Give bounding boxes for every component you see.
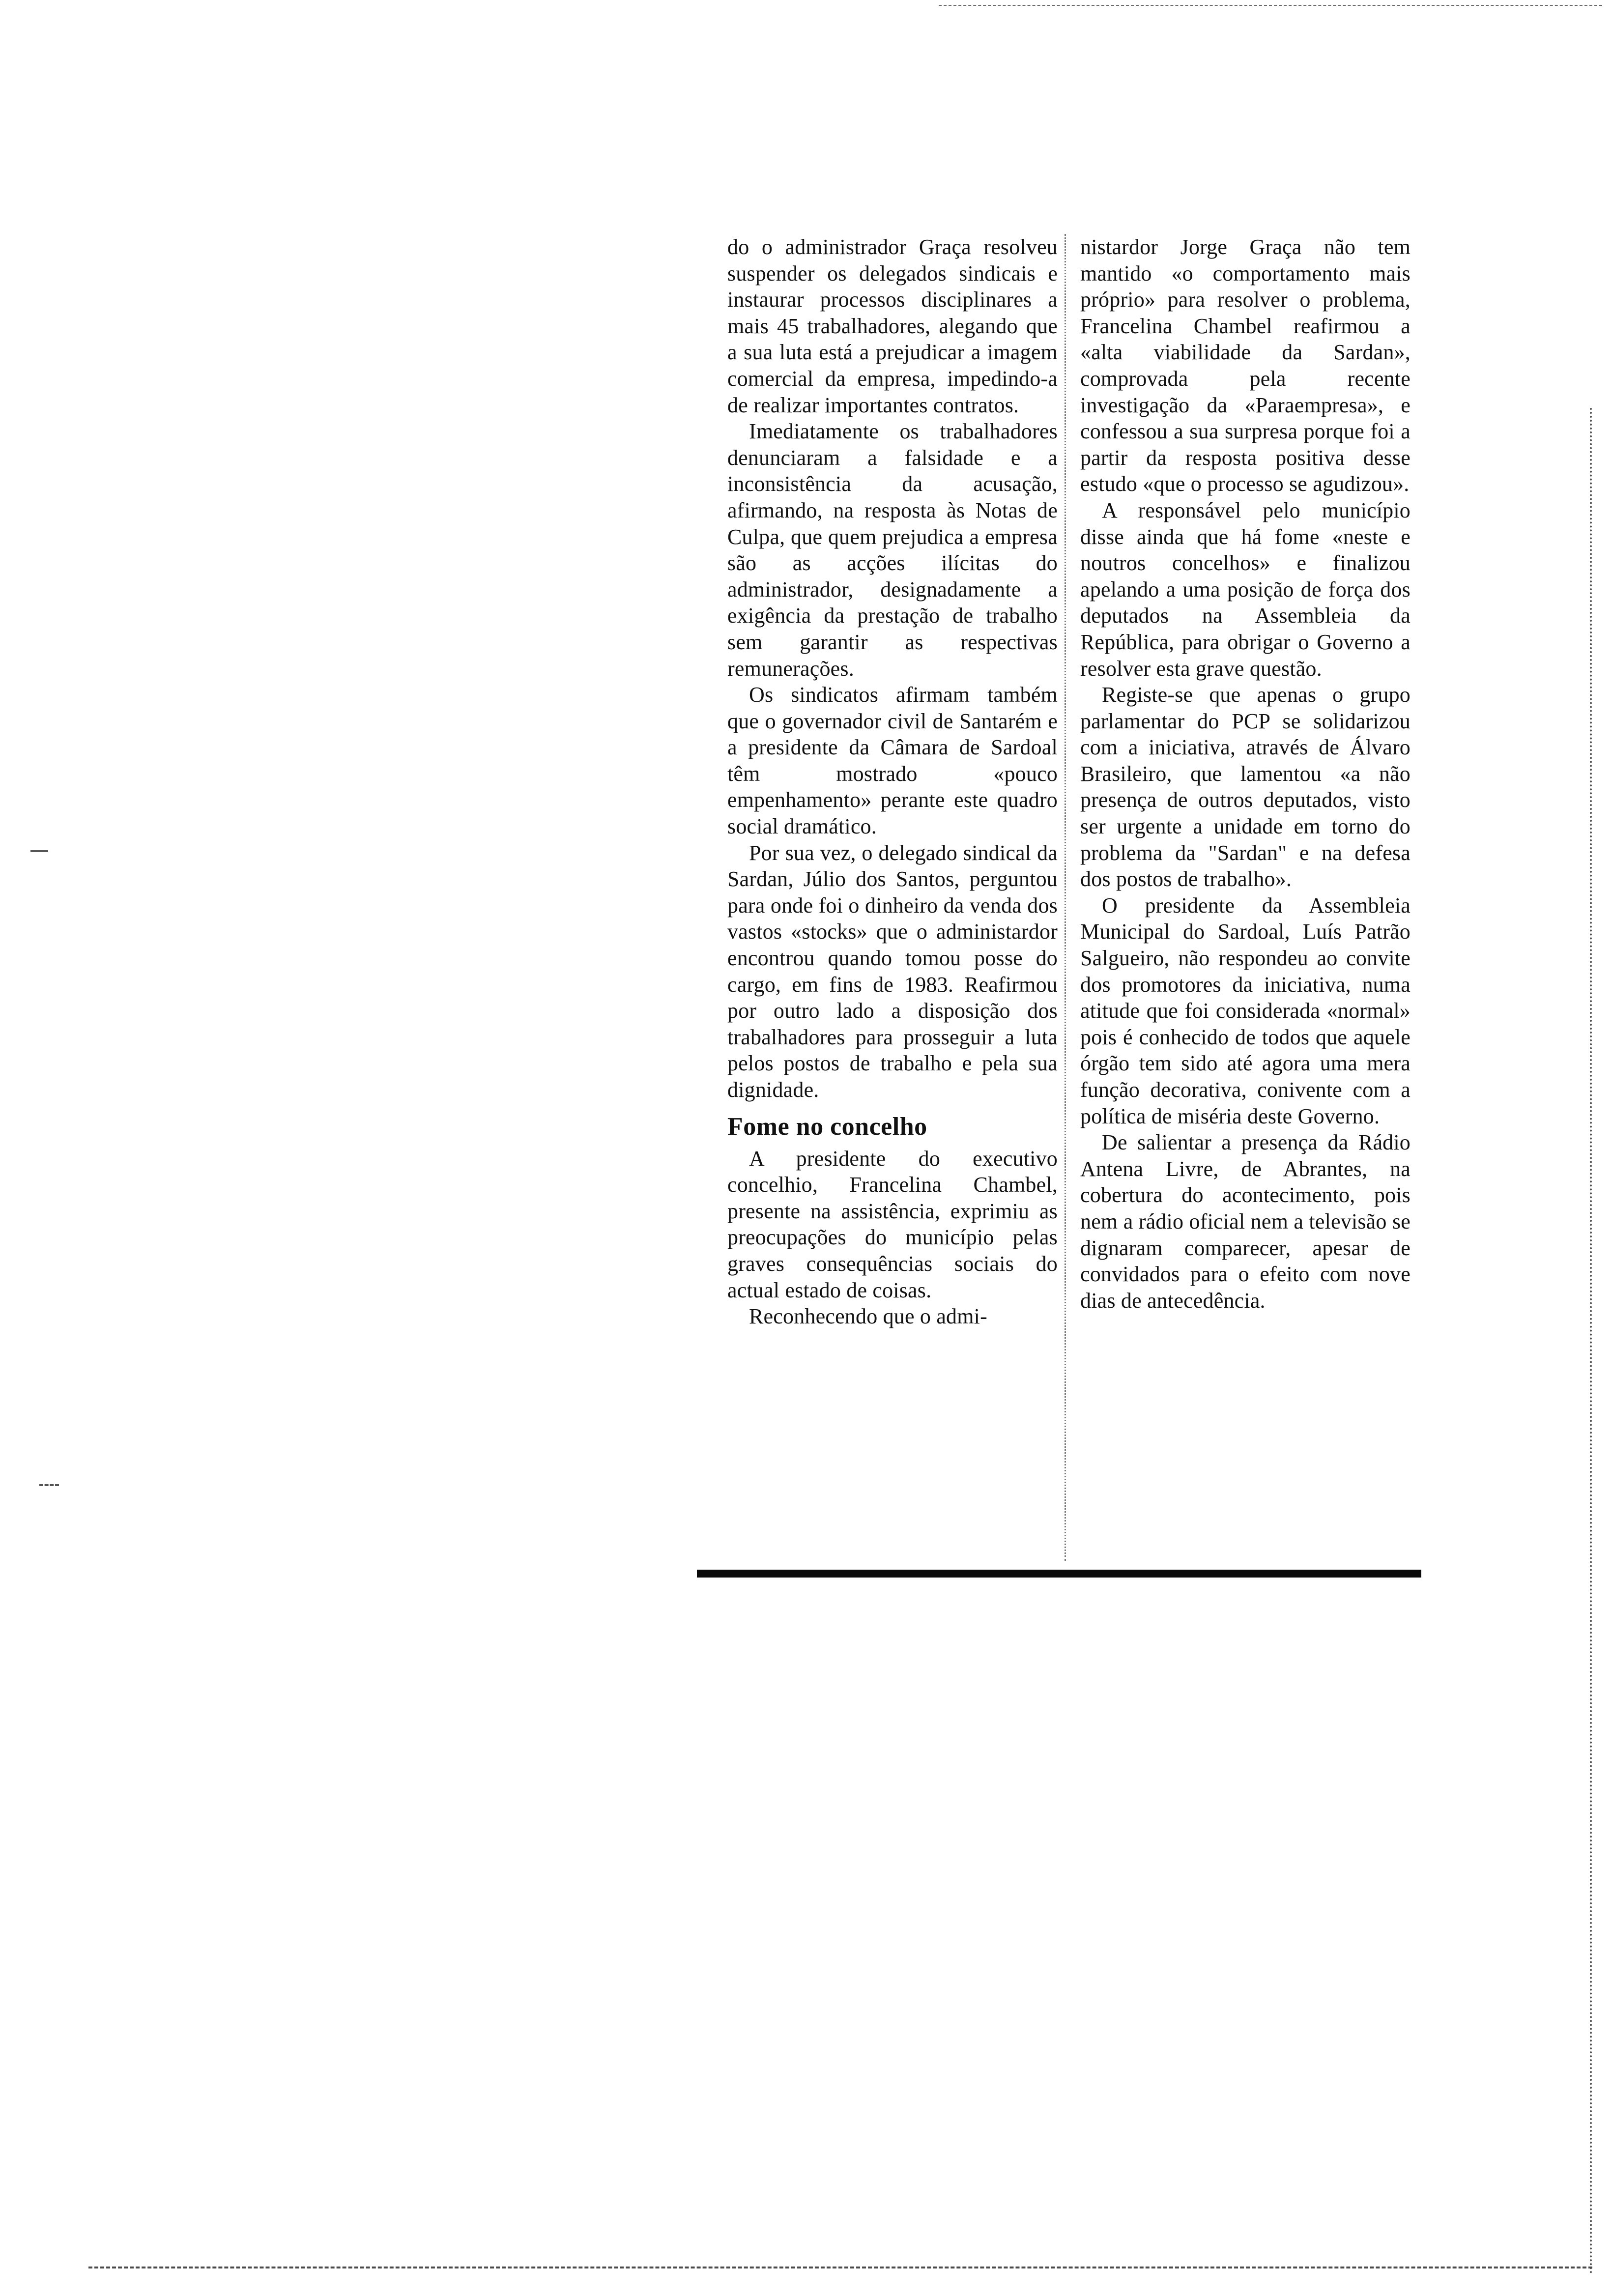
article-column-left <box>727 234 1058 1330</box>
article-paragraph: Por sua vez, o delegado sindical da Sardan, Júlio dos Santos, perguntou para onde foi o dinheiro da venda dos vastos «stocks» que o administardor encontrou quando tomou posse do cargo, em fins de 1983. Reafirmou por outro lado a disposição dos trabalhadores para prosseguir a luta pelos postos de trabalho e pela sua dignidade. <box>727 840 1058 1102</box>
scan-mark-left <box>39 1484 59 1486</box>
article-column-right <box>1080 234 1410 1314</box>
article-paragraph: De salientar a presença da Rádio Antena Livre, de Abrantes, na cobertura do acontecimento, pois nem a rádio oficial nem a televisão se dignaram comparecer, apesar de convidados para o efeito com nove dias de antecedência. <box>1080 1130 1410 1313</box>
column-divider <box>1065 234 1066 1561</box>
article-paragraph: A responsável pelo município disse ainda que há fome «neste e noutros concelhos» e finalizou apelando a uma posição de força dos deputados na Assembleia da República, para obrigar o Governo a resolver esta grave questão. <box>1080 498 1410 681</box>
article-paragraph: nistardor Jorge Graça não tem mantido «o comportamento mais próprio» para resolver o problema, Francelina Chambel reafirmou a «alta viabilidade da Sardan», comprovada pela recente investigação da «Paraempresa», e confessou a sua surpresa porque foi a partir da resposta positiva desse estudo «que o processo se agudizou». <box>1080 235 1410 496</box>
article-paragraph: A presidente do executivo concelhio, Francelina Chambel, presente na assistência, exprimiu as preocupações do município pelas graves consequências sociais do actual estado de coisas. <box>727 1146 1058 1302</box>
scan-edge-top <box>939 5 1602 6</box>
scan-mark-left <box>30 850 48 852</box>
article-paragraph: O presidente da Assembleia Municipal do Sardoal, Luís Patrão Salgueiro, não respondeu ao convite dos promotores da iniciativa, numa atitude que foi considerada «normal» pois é conhecido de todos que aquele órgão tem sido até agora uma mera função decorativa, conivente com a política de miséria deste Governo. <box>1080 893 1410 1128</box>
scan-edge-right <box>1590 408 1592 2275</box>
article-paragraph: Imediatamente os trabalhadores denunciaram a falsidade e a inconsistência da acusação, afirmando, na resposta às Notas de Culpa, que quem prejudica a empresa são as acções ilícitas do administrador, designadamente a exigência da prestação de trabalho sem garantir as respectivas remunerações. <box>727 419 1058 681</box>
article-paragraph: Reconhecendo que o admi- <box>749 1304 987 1329</box>
article-paragraph: Registe-se que apenas o grupo parlamentar do PCP se solidarizou com a iniciativa, através de Álvaro Brasileiro, que lamentou «a não presença de outros deputados, visto ser urgente a unidade em torno do problema da "Sardan" e na defesa dos postos de trabalho». <box>1080 683 1410 891</box>
article-paragraph: do o administrador Graça resolveu suspender os delegados sindicais e instaurar processos disciplinares a mais 45 trabalhadores, alegando que a sua luta está a prejudicar a imagem comercial da empresa, impedindo-a de realizar importantes contratos. <box>727 235 1058 417</box>
article-paragraph: Os sindicatos afirmam também que o governador civil de Santarém e a presidente da Câmara de Sardoal têm mostrado «pouco empenhamento» perante este quadro social dramático. <box>727 683 1058 839</box>
bottom-rule <box>697 1570 1421 1578</box>
scan-edge-bottom <box>88 2267 1592 2268</box>
section-heading: Fome no concelho <box>727 1112 927 1141</box>
newspaper-clipping <box>697 204 1421 1585</box>
